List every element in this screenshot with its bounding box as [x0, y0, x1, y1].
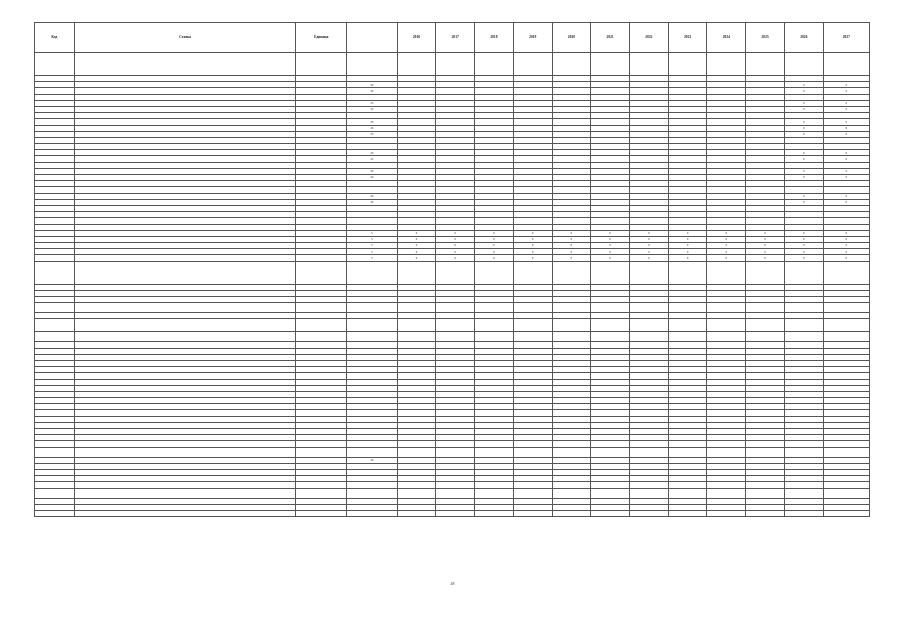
- header-cell: 2020: [552, 23, 591, 53]
- value-cell: 0: [784, 82, 823, 88]
- value-cell: [436, 488, 475, 498]
- header-cell: 2025: [746, 23, 785, 53]
- value-cell: 0: [475, 255, 514, 261]
- value-cell: 25: [347, 131, 398, 137]
- value-cell: [591, 53, 630, 76]
- value-cell: 20: [347, 125, 398, 131]
- value-cell: [784, 261, 823, 284]
- value-cell: 0: [668, 249, 707, 255]
- value-cell: [707, 261, 746, 284]
- value-cell: 20: [347, 150, 398, 156]
- header-cell: Единица: [296, 23, 347, 53]
- value-cell: [784, 332, 823, 342]
- value-cell: 20: [347, 88, 398, 94]
- value-cell: 0: [475, 249, 514, 255]
- value-cell: [552, 303, 591, 313]
- table-row: [35, 319, 870, 332]
- value-cell: [630, 332, 669, 342]
- value-cell: [668, 53, 707, 76]
- value-cell: 20: [347, 175, 398, 181]
- table-row: [35, 510, 870, 516]
- value-cell: [513, 510, 552, 516]
- value-cell: 20: [347, 168, 398, 174]
- value-cell: [591, 447, 630, 457]
- value-cell: [552, 261, 591, 284]
- value-cell: 25: [347, 100, 398, 106]
- value-cell: 20: [347, 82, 398, 88]
- value-cell: [347, 261, 398, 284]
- value-cell: 0: [397, 230, 436, 236]
- header-cell: 2018: [475, 23, 514, 53]
- name-cell: [74, 261, 296, 284]
- value-cell: [552, 53, 591, 76]
- value-cell: 0: [784, 236, 823, 242]
- value-cell: 0: [707, 243, 746, 249]
- value-cell: [475, 303, 514, 313]
- value-cell: [475, 261, 514, 284]
- value-cell: [436, 510, 475, 516]
- value-cell: [397, 510, 436, 516]
- value-cell: [475, 332, 514, 342]
- value-cell: 0: [513, 243, 552, 249]
- value-cell: [475, 447, 514, 457]
- value-cell: 0: [513, 255, 552, 261]
- value-cell: 0: [475, 243, 514, 249]
- value-cell: 0: [823, 119, 869, 125]
- value-cell: [630, 261, 669, 284]
- table-row: [35, 303, 870, 313]
- value-cell: [591, 303, 630, 313]
- value-cell: [668, 332, 707, 342]
- value-cell: [630, 447, 669, 457]
- value-cell: 0: [475, 230, 514, 236]
- value-cell: 0: [397, 255, 436, 261]
- value-cell: 0: [397, 243, 436, 249]
- value-cell: 10: [347, 457, 398, 463]
- code-cell: [35, 488, 75, 498]
- value-cell: 0: [823, 168, 869, 174]
- value-cell: 0: [823, 193, 869, 199]
- value-cell: 0: [630, 243, 669, 249]
- value-cell: [552, 488, 591, 498]
- value-cell: 5: [347, 230, 398, 236]
- value-cell: 0: [591, 249, 630, 255]
- value-cell: 0: [823, 106, 869, 112]
- value-cell: [513, 319, 552, 332]
- value-cell: [347, 319, 398, 332]
- value-cell: [296, 53, 347, 76]
- value-cell: [707, 332, 746, 342]
- value-cell: 0: [630, 230, 669, 236]
- value-cell: [296, 510, 347, 516]
- value-cell: 0: [513, 236, 552, 242]
- header-cell: 2019: [513, 23, 552, 53]
- value-cell: [436, 303, 475, 313]
- value-cell: [296, 261, 347, 284]
- value-cell: [475, 488, 514, 498]
- value-cell: 0: [784, 230, 823, 236]
- value-cell: 0: [630, 255, 669, 261]
- value-cell: [630, 319, 669, 332]
- value-cell: 0: [552, 243, 591, 249]
- value-cell: [475, 510, 514, 516]
- value-cell: 0: [630, 249, 669, 255]
- value-cell: 0: [397, 236, 436, 242]
- value-cell: 0: [784, 106, 823, 112]
- value-cell: [784, 303, 823, 313]
- value-cell: 0: [746, 243, 785, 249]
- value-cell: 0: [707, 255, 746, 261]
- value-cell: 0: [436, 243, 475, 249]
- tariff-table: [34, 22, 870, 517]
- name-cell: [74, 510, 296, 516]
- value-cell: 0: [823, 156, 869, 162]
- value-cell: 0: [552, 255, 591, 261]
- value-cell: [746, 332, 785, 342]
- value-cell: [668, 447, 707, 457]
- value-cell: [784, 447, 823, 457]
- value-cell: [475, 53, 514, 76]
- value-cell: 0: [823, 249, 869, 255]
- value-cell: [436, 319, 475, 332]
- header-cell: [347, 23, 398, 53]
- value-cell: [668, 510, 707, 516]
- name-cell: [74, 53, 296, 76]
- value-cell: [436, 261, 475, 284]
- value-cell: [630, 488, 669, 498]
- value-cell: 25: [347, 106, 398, 112]
- value-cell: [347, 303, 398, 313]
- value-cell: [707, 488, 746, 498]
- value-cell: 0: [784, 119, 823, 125]
- value-cell: [397, 261, 436, 284]
- value-cell: 0: [630, 236, 669, 242]
- value-cell: 0: [513, 249, 552, 255]
- value-cell: 0: [707, 249, 746, 255]
- header-cell: 2017: [436, 23, 475, 53]
- header-cell: 2023: [668, 23, 707, 53]
- value-cell: [513, 488, 552, 498]
- table-header-row: [35, 23, 870, 53]
- value-cell: [784, 319, 823, 332]
- value-cell: [397, 319, 436, 332]
- value-cell: [707, 319, 746, 332]
- code-cell: [35, 261, 75, 284]
- value-cell: [668, 303, 707, 313]
- value-cell: 0: [823, 243, 869, 249]
- value-cell: 0: [823, 199, 869, 205]
- value-cell: 0: [513, 230, 552, 236]
- code-cell: [35, 319, 75, 332]
- value-cell: 0: [784, 193, 823, 199]
- value-cell: [475, 319, 514, 332]
- value-cell: 5: [347, 243, 398, 249]
- value-cell: 0: [591, 255, 630, 261]
- value-cell: 0: [668, 230, 707, 236]
- value-cell: 20: [347, 193, 398, 199]
- value-cell: [591, 319, 630, 332]
- value-cell: [746, 53, 785, 76]
- value-cell: 0: [823, 88, 869, 94]
- value-cell: 5: [347, 249, 398, 255]
- value-cell: [296, 303, 347, 313]
- value-cell: 20: [347, 119, 398, 125]
- value-cell: 0: [784, 175, 823, 181]
- value-cell: [823, 510, 869, 516]
- name-cell: [74, 319, 296, 332]
- table-row: [35, 332, 870, 342]
- value-cell: 0: [591, 230, 630, 236]
- value-cell: 0: [591, 243, 630, 249]
- value-cell: [296, 332, 347, 342]
- name-cell: [74, 332, 296, 342]
- value-cell: [707, 447, 746, 457]
- value-cell: [296, 319, 347, 332]
- value-cell: 0: [823, 230, 869, 236]
- value-cell: 0: [552, 236, 591, 242]
- value-cell: 0: [823, 125, 869, 131]
- value-cell: 0: [552, 230, 591, 236]
- table-row: [35, 53, 870, 76]
- value-cell: [552, 319, 591, 332]
- value-cell: 0: [823, 131, 869, 137]
- value-cell: 0: [784, 156, 823, 162]
- value-cell: [347, 447, 398, 457]
- value-cell: [513, 332, 552, 342]
- value-cell: [784, 488, 823, 498]
- value-cell: [823, 319, 869, 332]
- header-cell: 2021: [591, 23, 630, 53]
- value-cell: [397, 332, 436, 342]
- value-cell: [784, 510, 823, 516]
- header-cell: 2016: [397, 23, 436, 53]
- value-cell: 0: [784, 243, 823, 249]
- value-cell: [436, 53, 475, 76]
- header-cell: 2022: [630, 23, 669, 53]
- value-cell: [823, 447, 869, 457]
- header-cell: Ставка: [74, 23, 296, 53]
- code-cell: [35, 303, 75, 313]
- value-cell: [746, 488, 785, 498]
- value-cell: 25: [347, 156, 398, 162]
- table-body: [35, 53, 870, 517]
- value-cell: [436, 332, 475, 342]
- value-cell: 0: [784, 150, 823, 156]
- value-cell: 0: [668, 243, 707, 249]
- value-cell: 0: [436, 249, 475, 255]
- value-cell: 0: [707, 230, 746, 236]
- value-cell: [513, 447, 552, 457]
- value-cell: [591, 488, 630, 498]
- value-cell: 0: [436, 255, 475, 261]
- table-row: [35, 488, 870, 498]
- value-cell: [436, 447, 475, 457]
- value-cell: [552, 332, 591, 342]
- value-cell: 0: [436, 230, 475, 236]
- value-cell: 0: [823, 175, 869, 181]
- value-cell: [397, 447, 436, 457]
- value-cell: [552, 447, 591, 457]
- code-cell: [35, 332, 75, 342]
- table-row: [35, 261, 870, 284]
- code-cell: [35, 447, 75, 457]
- value-cell: [823, 303, 869, 313]
- value-cell: 0: [746, 230, 785, 236]
- value-cell: [746, 447, 785, 457]
- value-cell: 0: [823, 255, 869, 261]
- value-cell: 0: [436, 236, 475, 242]
- value-cell: [746, 261, 785, 284]
- value-cell: [746, 319, 785, 332]
- value-cell: 0: [397, 249, 436, 255]
- value-cell: [513, 303, 552, 313]
- value-cell: 0: [746, 255, 785, 261]
- value-cell: [397, 303, 436, 313]
- name-cell: [74, 303, 296, 313]
- header-cell: Код: [35, 23, 75, 53]
- value-cell: [397, 53, 436, 76]
- value-cell: 0: [823, 100, 869, 106]
- value-cell: 0: [784, 168, 823, 174]
- value-cell: [552, 510, 591, 516]
- value-cell: 0: [746, 249, 785, 255]
- value-cell: [823, 488, 869, 498]
- value-cell: [591, 332, 630, 342]
- value-cell: 0: [784, 100, 823, 106]
- value-cell: [513, 53, 552, 76]
- value-cell: 0: [552, 249, 591, 255]
- document-sheet: [34, 22, 870, 517]
- value-cell: 5: [347, 236, 398, 242]
- code-cell: [35, 510, 75, 516]
- table-row: [35, 447, 870, 457]
- value-cell: [630, 303, 669, 313]
- value-cell: [591, 261, 630, 284]
- value-cell: 0: [591, 236, 630, 242]
- value-cell: 5: [347, 255, 398, 261]
- value-cell: [591, 510, 630, 516]
- value-cell: 0: [823, 82, 869, 88]
- value-cell: 0: [707, 236, 746, 242]
- value-cell: [668, 261, 707, 284]
- value-cell: [347, 488, 398, 498]
- value-cell: [668, 319, 707, 332]
- value-cell: [746, 510, 785, 516]
- value-cell: 0: [784, 131, 823, 137]
- value-cell: 0: [823, 150, 869, 156]
- header-cell: 2026: [784, 23, 823, 53]
- value-cell: [823, 332, 869, 342]
- value-cell: 0: [668, 236, 707, 242]
- value-cell: [347, 332, 398, 342]
- value-cell: [630, 53, 669, 76]
- value-cell: [296, 447, 347, 457]
- value-cell: 0: [784, 199, 823, 205]
- value-cell: [347, 510, 398, 516]
- page-number: 48: [450, 581, 455, 586]
- value-cell: 0: [746, 236, 785, 242]
- value-cell: [296, 488, 347, 498]
- value-cell: [707, 510, 746, 516]
- header-cell: 2024: [707, 23, 746, 53]
- value-cell: [630, 510, 669, 516]
- value-cell: 0: [475, 236, 514, 242]
- value-cell: [784, 53, 823, 76]
- value-cell: [397, 488, 436, 498]
- header-cell: 2027: [823, 23, 869, 53]
- name-cell: [74, 488, 296, 498]
- value-cell: [513, 261, 552, 284]
- value-cell: [347, 53, 398, 76]
- value-cell: 20: [347, 199, 398, 205]
- value-cell: 0: [784, 125, 823, 131]
- value-cell: 0: [784, 255, 823, 261]
- name-cell: [74, 447, 296, 457]
- code-cell: [35, 53, 75, 76]
- value-cell: [707, 303, 746, 313]
- value-cell: [668, 488, 707, 498]
- value-cell: [707, 53, 746, 76]
- value-cell: 0: [668, 255, 707, 261]
- value-cell: 0: [823, 236, 869, 242]
- value-cell: 0: [784, 249, 823, 255]
- value-cell: [746, 303, 785, 313]
- value-cell: 0: [784, 88, 823, 94]
- value-cell: [823, 53, 869, 76]
- value-cell: [823, 261, 869, 284]
